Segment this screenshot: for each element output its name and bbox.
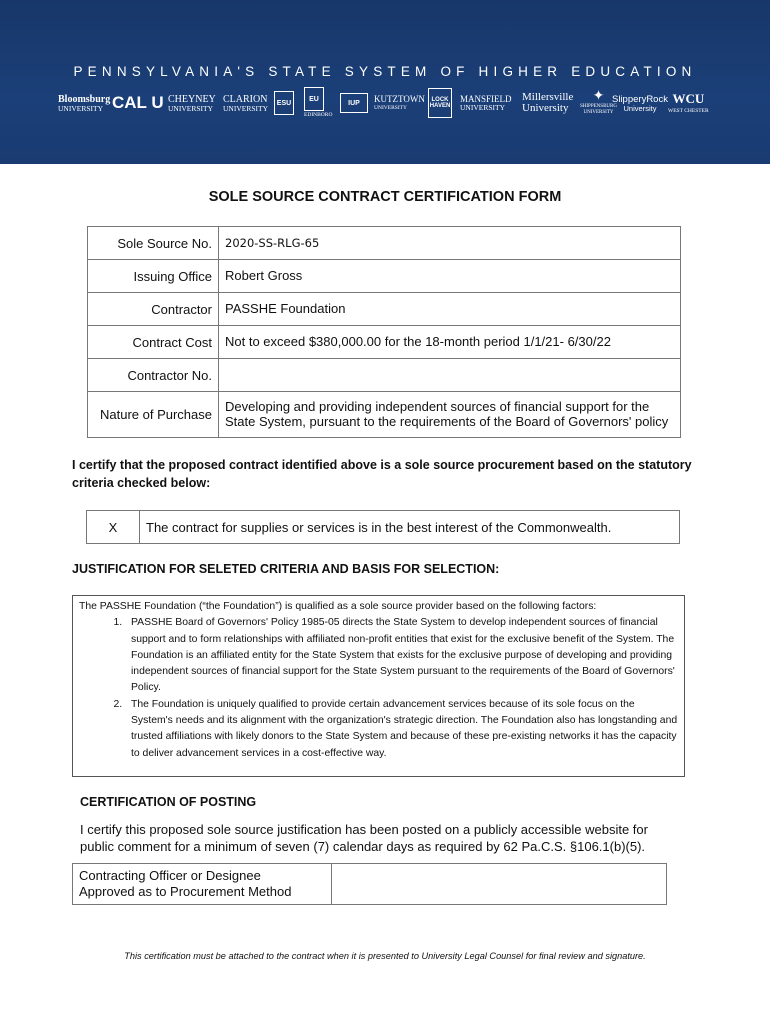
contract-cost: Not to exceed $380,000.00 for the 18-month period 1/1/21- 6/30/22 (219, 326, 681, 359)
table-row (88, 260, 681, 293)
justification-intro: The PASSHE Foundation (“the Foundation”) is qualified as a sole source provider based on the following factors: (79, 601, 597, 612)
table-row (88, 359, 681, 392)
table-row (88, 326, 681, 359)
esu-logo: ESU (274, 86, 297, 120)
certify-statement: I certify that the proposed contract identified above is a sole source procurement based on the statutory criteria checked below: (72, 458, 692, 490)
table-row (87, 511, 680, 544)
iup-logo: IUP (340, 86, 371, 120)
issuing-office: Robert Gross (219, 260, 681, 293)
list-item: 1. PASSHE Board of Governors' Policy 1985-05 directs the State System to develop independent sources of financial support and to form relationships with affiliated non-profit entities that exist for the exclusive benefit of the System. The Foundation is an affiliated entity for the State System that exists for the exclusive purpose of developing and providing independent sources of financial support for the State System pursuant to the requirements of the Board of Governors' Policy. (125, 615, 678, 696)
cal-u-logo: CAL U (112, 93, 164, 112)
field-label: Contractor No. (88, 359, 219, 392)
bloomsburg-logo: Bloomsburg UNIVERSITY (58, 93, 111, 113)
approval-label-line: Approved as to Procurement Method (79, 884, 292, 899)
kutztown-logo: KUTZTOWN UNIVERSITY (374, 94, 425, 111)
mansfield-logo: MANSFIELD UNIVERSITY (460, 94, 512, 112)
justification-heading: JUSTIFICATION FOR SELETED CRITERIA AND BASIS FOR SELECTION: (72, 562, 500, 576)
approval-label (73, 864, 332, 905)
list-item: 2. The Foundation is uniquely qualified to provide certain advancement services because of its sole focus on the System's needs and its alignment with the organization's strategic direction. The Foundation also has longstanding and trusted affiliations with likely donors to the State System and because of these pre-existing networks it has the capacity to deliver advancement services in a cost-effective way. (125, 697, 678, 762)
cheyney-logo: CHEYNEY UNIVERSITY (168, 93, 216, 113)
contract-info-table (87, 226, 681, 438)
table-row (88, 392, 681, 438)
edinboro-logo: EU EDINBORO (304, 86, 332, 120)
header-banner (0, 0, 770, 164)
university-logos (56, 86, 716, 120)
approval-label-line: Contracting Officer or Designee (79, 868, 261, 883)
justification-list (79, 615, 678, 762)
field-label: Contractor (88, 293, 219, 326)
posting-heading: CERTIFICATION OF POSTING (80, 795, 257, 809)
table-row (73, 864, 667, 905)
lock-haven-logo: LOCK HAVEN (428, 86, 455, 120)
wcu-logo: WCU WEST CHESTER (668, 91, 709, 114)
contractor-number (219, 359, 681, 392)
shippensburg-logo: ✦ SHIPPENSBURG UNIVERSITY (580, 89, 617, 115)
field-label: Contract Cost (88, 326, 219, 359)
justification-box (72, 595, 685, 777)
slippery-rock-logo: SlipperyRock University (612, 93, 668, 113)
nature-of-purchase: Developing and providing independent sources of financial support for the State System, pursuant to the requirements of the Board of Governors' policy (219, 392, 681, 438)
criteria-checkmark: X (87, 511, 140, 544)
millersville-logo: Millersville University (522, 91, 574, 114)
table-row (88, 227, 681, 260)
posting-text: I certify this proposed sole source justification has been posted on a publicly accessible website for public comment for a minimum of seven (7) calendar days as required by 62 Pa.C.S. §106.1(b)(5). (80, 822, 648, 854)
criteria-table (86, 510, 680, 544)
contractor: PASSHE Foundation (219, 293, 681, 326)
criteria-text: The contract for supplies or services is in the best interest of the Commonwealth. (140, 511, 680, 544)
field-label: Nature of Purchase (88, 392, 219, 438)
footnote: This certification must be attached to the contract when it is presented to University Legal Counsel for final review and signature. (124, 951, 646, 961)
clarion-logo: CLARION UNIVERSITY (223, 93, 268, 113)
sole-source-number: 2020-SS-RLG-65 (219, 227, 681, 260)
form-title: SOLE SOURCE CONTRACT CERTIFICATION FORM (208, 189, 562, 205)
field-label: Sole Source No. (88, 227, 219, 260)
system-name: PENNSYLVANIA'S STATE SYSTEM OF HIGHER EDUCATION (73, 64, 697, 79)
table-row (88, 293, 681, 326)
approval-table (72, 863, 667, 905)
field-label: Issuing Office (88, 260, 219, 293)
approval-signature (332, 864, 667, 905)
